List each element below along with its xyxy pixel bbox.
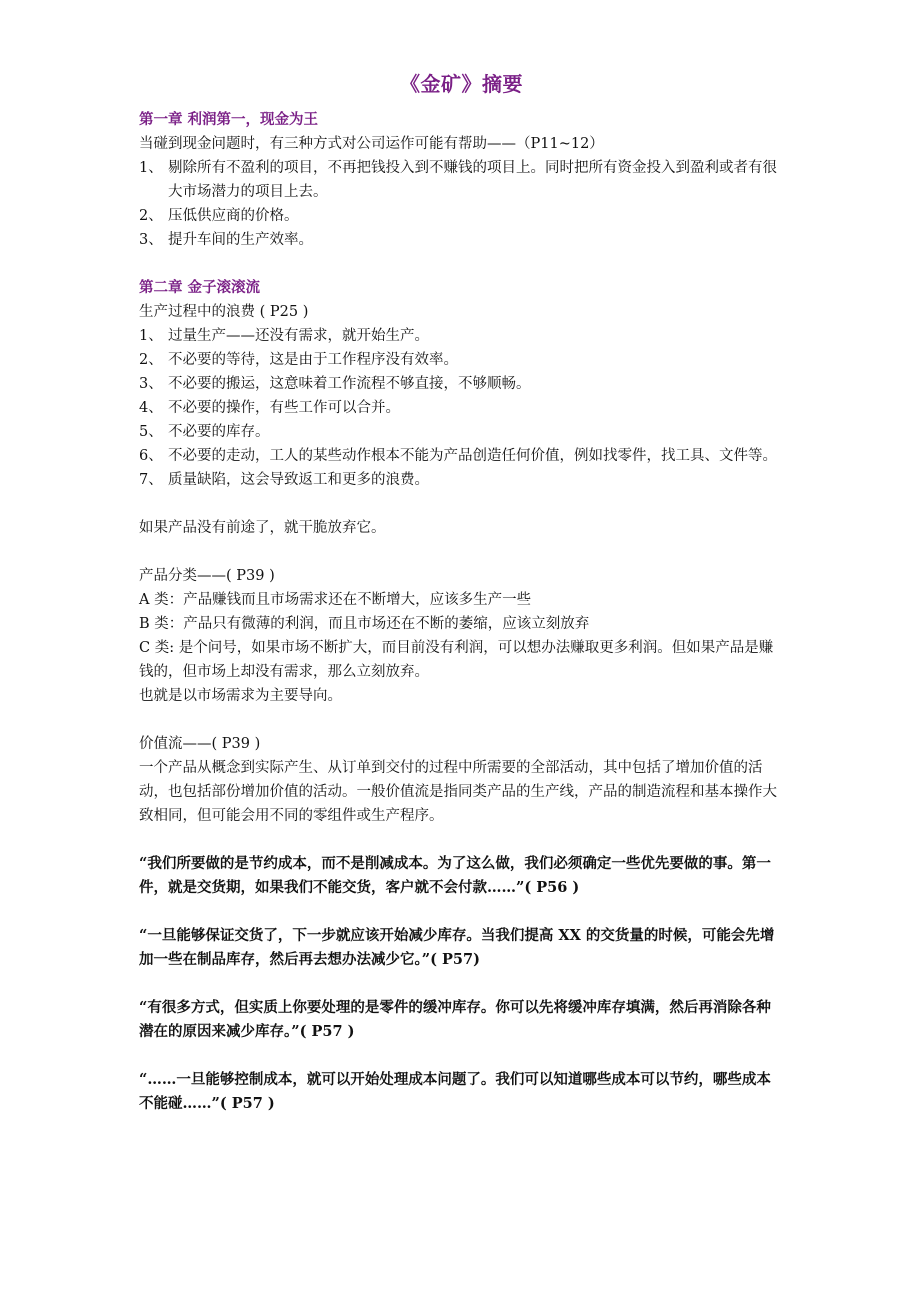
list-number: 3、	[139, 376, 163, 392]
spacer	[139, 1044, 784, 1068]
list-item	[139, 228, 784, 252]
list-text: 不必要的走动，工人的某些动作根本不能为产品创造任何价值，例如找零件，找工具、文件等。	[168, 448, 777, 464]
value-stream-title: 价值流——( P39 )	[139, 736, 261, 752]
quote-paragraph: “……一旦能够控制成本，就可以开始处理成本问题了。我们可以知道哪些成本可以节约，哪些成本不能碰……”( P57 )	[139, 1071, 771, 1112]
spacer	[139, 540, 784, 564]
list-text: 质量缺陷，这会导致返工和更多的浪费。	[168, 472, 429, 488]
list-text: 提升车间的生产效率。	[168, 232, 313, 248]
chapter-1-list	[139, 156, 784, 252]
list-text: 不必要的库存。	[168, 424, 270, 440]
list-item	[139, 396, 784, 420]
list-item	[139, 468, 784, 492]
chapter-2-list	[139, 324, 784, 492]
spacer	[139, 492, 784, 516]
quote-paragraph: “我们所要做的是节约成本，而不是削减成本。为了这么做，我们必须确定一些优先要做的事。第一件，就是交货期，如果我们不能交货，客户就不会付款……”( P56 )	[139, 855, 771, 896]
list-text: 不必要的搬运，这意味着工作流程不够直接，不够顺畅。	[168, 376, 531, 392]
class-summary: 也就是以市场需求为主要导向。	[139, 688, 342, 704]
spacer	[139, 900, 784, 924]
list-number: 1、	[139, 160, 163, 176]
list-text: 不必要的等待，这是由于工作程序没有效率。	[168, 352, 458, 368]
list-item	[139, 372, 784, 396]
list-number: 4、	[139, 400, 163, 416]
document-page	[139, 70, 784, 1116]
spacer	[139, 972, 784, 996]
value-stream-text: 一个产品从概念到实际产生、从订单到交付的过程中所需要的全部活动，其中包括了增加价值的活动，也包括部份增加价值的活动。一般价值流是指同类产品的生产线，产品的制造流程和基本操作大致相同，但可能会用不同的零组件或生产程序。	[139, 760, 777, 824]
chapter-2-heading: 第二章 金子滚滚流	[139, 279, 261, 296]
class-c-text: C 类: 是个问号，如果市场不断扩大，而目前没有利润，可以想办法赚取更多利润。但如果产品是赚钱的，但市场上却没有需求，那么立刻放弃。	[139, 640, 774, 680]
spacer	[139, 828, 784, 852]
list-item	[139, 348, 784, 372]
list-item	[139, 324, 784, 348]
list-text: 不必要的操作，有些工作可以合并。	[168, 400, 400, 416]
quote-paragraph: “一旦能够保证交货了，下一步就应该开始减少库存。当我们提高 XX 的交货量的时候，可能会先增加一些在制品库存，然后再去想办法减少它。”( P57)	[139, 927, 775, 968]
list-number: 5、	[139, 424, 163, 440]
list-item	[139, 444, 784, 468]
list-number: 3、	[139, 232, 163, 248]
chapter-1-intro: 当碰到现金问题时，有三种方式对公司运作可能有帮助——（P11~12）	[139, 136, 604, 152]
quote-paragraph: “有很多方式，但实质上你要处理的是零件的缓冲库存。你可以先将缓冲库存填满，然后再消除各种潜在的原因来减少库存。”( P57 )	[139, 999, 771, 1040]
spacer	[139, 708, 784, 732]
list-item	[139, 156, 784, 204]
chapter-1-heading: 第一章 利润第一，现金为王	[139, 111, 319, 128]
list-number: 6、	[139, 448, 163, 464]
chapter-2-intro: 生产过程中的浪费 ( P25 )	[139, 304, 309, 320]
class-b-text: B 类：产品只有微薄的利润，而且市场还在不断的萎缩，应该立刻放弃	[139, 616, 590, 632]
list-number: 7、	[139, 472, 163, 488]
classify-title: 产品分类——( P39 )	[139, 568, 275, 584]
class-a-text: A 类：产品赚钱而且市场需求还在不断增大，应该多生产一些	[139, 592, 532, 608]
list-number: 2、	[139, 352, 163, 368]
list-number: 2、	[139, 208, 163, 224]
list-text: 压低供应商的价格。	[168, 208, 299, 224]
list-number: 1、	[139, 328, 163, 344]
spacer	[139, 252, 784, 276]
document-title: 《金矿》摘要	[400, 72, 523, 96]
list-item	[139, 204, 784, 228]
list-text: 剔除所有不盈利的项目，不再把钱投入到不赚钱的项目上。同时把所有资金投入到盈利或者有很大市场潜力的项目上去。	[168, 160, 777, 200]
abandon-note: 如果产品没有前途了，就干脆放弃它。	[139, 520, 386, 536]
list-item	[139, 420, 784, 444]
list-text: 过量生产——还没有需求，就开始生产。	[168, 328, 429, 344]
